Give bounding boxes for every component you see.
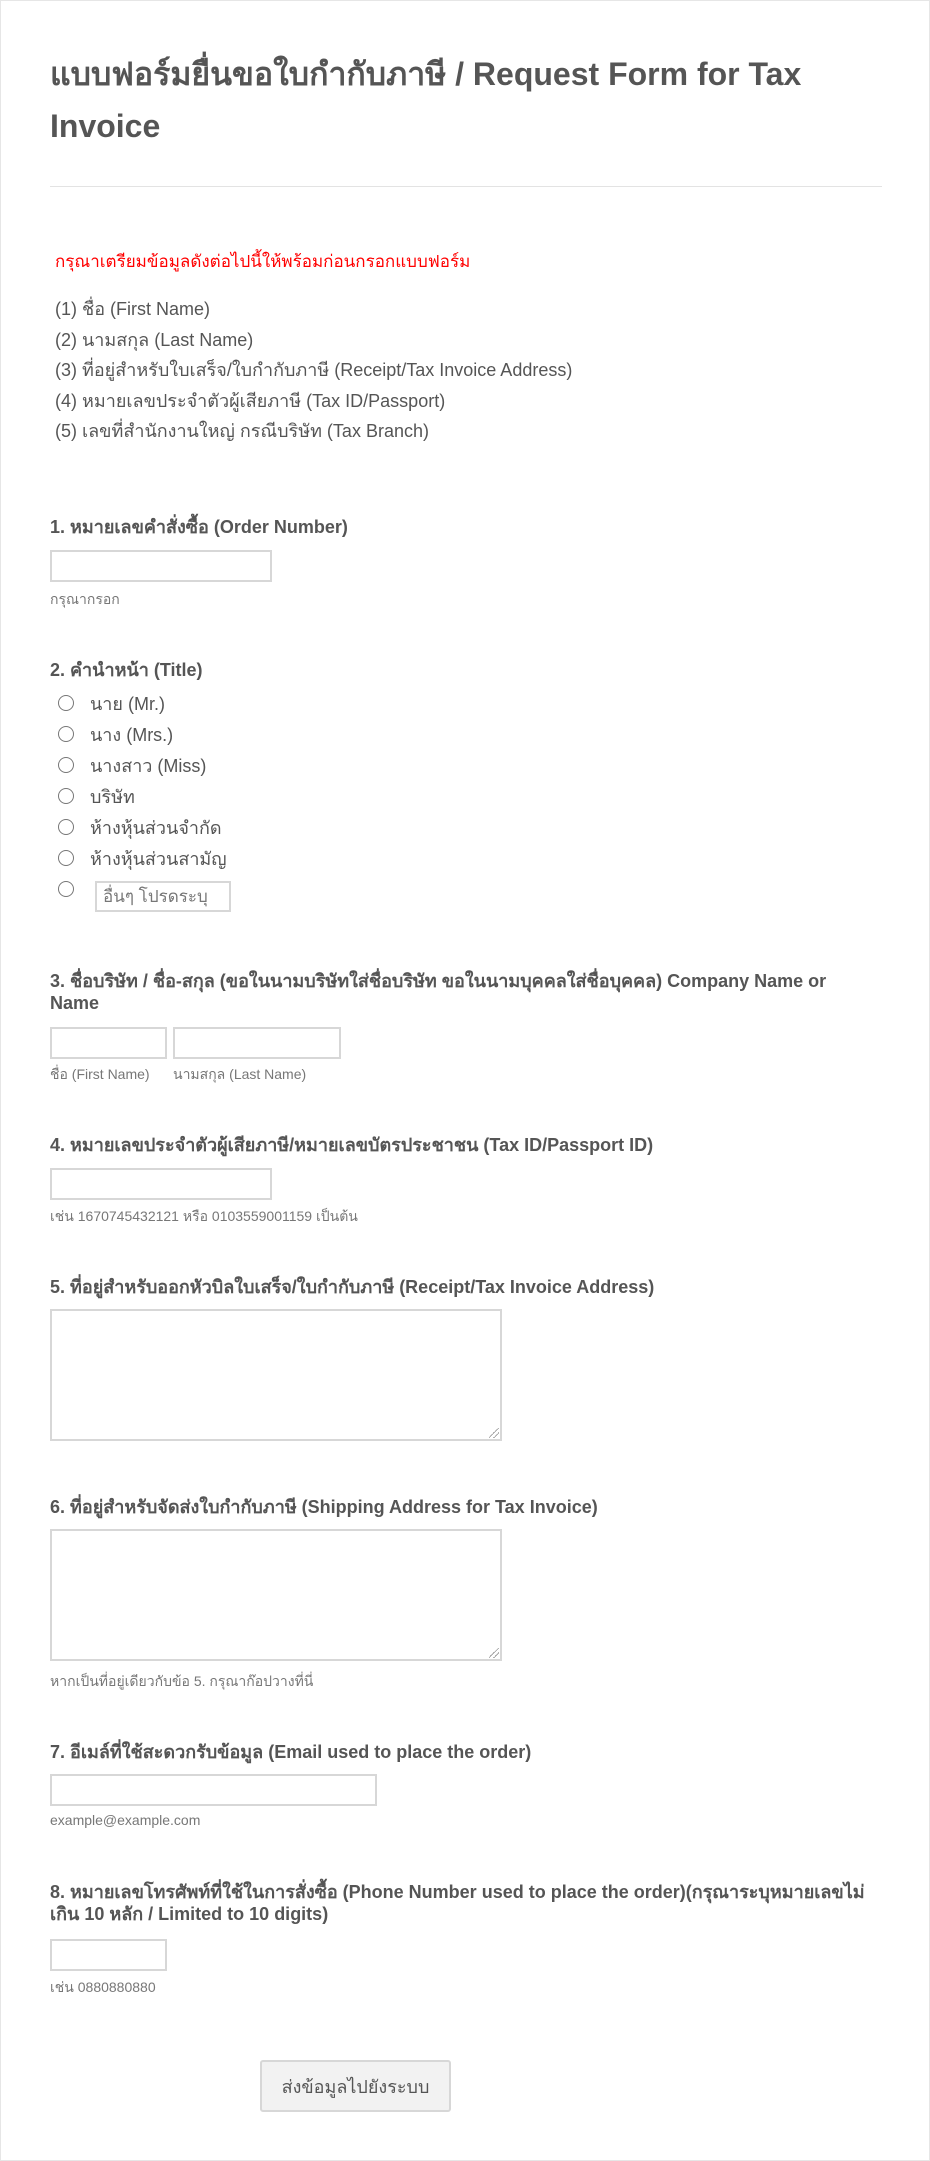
q1-label: 1. หมายเลขคำสั่งซื้อ (Order Number)	[50, 517, 348, 537]
invoice-address-textarea[interactable]	[50, 1309, 502, 1441]
prep-item: (2) นามสกุล (Last Name)	[55, 329, 254, 350]
last-name-input[interactable]	[173, 1027, 341, 1059]
radio-label: นาง (Mrs.)	[90, 724, 174, 745]
q7-label: 7. อีเมล์ที่ใช้สะดวกรับข้อมูล (Email used to place the order)	[50, 1742, 532, 1762]
form-title: แบบฟอร์มยื่นขอใบกำกับภาษี / Request Form for Tax Invoice	[50, 56, 802, 144]
email-input[interactable]	[50, 1774, 377, 1806]
prep-item: (5) เลขที่สำนักงานใหญ่ กรณีบริษัท (Tax Branch)	[55, 421, 429, 441]
q8-sublabel: เช่น 0880880880	[50, 1979, 156, 1995]
radio-button[interactable]	[58, 695, 74, 711]
radio-label: นาย (Mr.)	[90, 693, 165, 714]
radio-button[interactable]	[58, 726, 74, 742]
radio-button[interactable]	[58, 819, 74, 835]
radio-label: ห้างหุ้นส่วนสามัญ	[90, 848, 227, 869]
radio-button[interactable]	[58, 881, 74, 897]
order-number-input[interactable]	[50, 550, 272, 582]
title-other-input[interactable]	[95, 881, 231, 912]
radio-button[interactable]	[58, 850, 74, 866]
radio-mrs[interactable]	[58, 721, 173, 747]
radio-label: นางสาว (Miss)	[90, 755, 207, 776]
radio-company[interactable]	[58, 783, 135, 809]
q2-label: 2. คำนำหน้า (Title)	[50, 660, 203, 680]
q7-sublabel: example@example.com	[50, 1812, 201, 1828]
first-name-input[interactable]	[50, 1027, 167, 1059]
q6-label: 6. ที่อยู่สำหรับจัดส่งใบกำกับภาษี (Shipping Address for Tax Invoice)	[50, 1497, 598, 1517]
prep-list	[55, 294, 572, 447]
submit-button[interactable]: ส่งข้อมูลไปยังระบบ	[260, 2060, 451, 2112]
radio-button[interactable]	[58, 788, 74, 804]
radio-other[interactable]	[58, 876, 74, 902]
prep-item: (4) หมายเลขประจำตัวผู้เสียภาษี (Tax ID/Passport)	[55, 390, 446, 411]
q4-sublabel: เช่น 1670745432121 หรือ 0103559001159 เป็นต้น	[50, 1208, 358, 1224]
phone-input[interactable]	[50, 1939, 167, 1971]
prep-item: (3) ที่อยู่สำหรับใบเสร็จ/ใบกำกับภาษี (Receipt/Tax Invoice Address)	[55, 360, 573, 380]
title-divider	[50, 186, 882, 187]
radio-limited-partnership[interactable]	[58, 814, 222, 840]
radio-label: บริษัท	[90, 786, 135, 807]
radio-miss[interactable]	[58, 752, 206, 778]
shipping-address-textarea[interactable]	[50, 1529, 502, 1661]
prep-item: (1) ชื่อ (First Name)	[55, 299, 211, 319]
q5-label: 5. ที่อยู่สำหรับออกหัวบิลใบเสร็จ/ใบกำกับภาษี (Receipt/Tax Invoice Address)	[50, 1277, 655, 1297]
q4-label: 4. หมายเลขประจำตัวผู้เสียภาษี/หมายเลขบัตรประชาชน (Tax ID/Passport ID)	[50, 1135, 654, 1155]
radio-mr[interactable]	[58, 690, 165, 716]
radio-button[interactable]	[58, 757, 74, 773]
tax-id-input[interactable]	[50, 1168, 272, 1200]
q8-label: 8. หมายเลขโทรศัพท์ที่ใช้ในการสั่งซื้อ (Phone Number used to place the order)(กรุณาระบุหมายเลขไม่เกิน 10 หลัก / Limited to 10 digits)	[50, 1882, 865, 1924]
first-name-sublabel: ชื่อ (First Name)	[50, 1066, 150, 1082]
radio-ordinary-partnership[interactable]	[58, 845, 227, 871]
last-name-sublabel: นามสกุล (Last Name)	[173, 1066, 307, 1082]
radio-label: ห้างหุ้นส่วนจำกัด	[90, 817, 222, 838]
q6-sublabel: หากเป็นที่อยู่เดียวกับข้อ 5. กรุณาก๊อปวางที่นี่	[50, 1673, 314, 1689]
prep-notice: กรุณาเตรียมข้อมูลดังต่อไปนี้ให้พร้อมก่อนกรอกแบบฟอร์ม	[55, 252, 471, 271]
q1-sublabel: กรุณากรอก	[50, 591, 120, 607]
q3-label: 3. ชื่อบริษัท / ชื่อ-สกุล (ขอในนามบริษัทใส่ชื่อบริษัท ขอในนามบุคคลใส่ชื่อบุคคล) Company Name or Name	[50, 971, 827, 1013]
